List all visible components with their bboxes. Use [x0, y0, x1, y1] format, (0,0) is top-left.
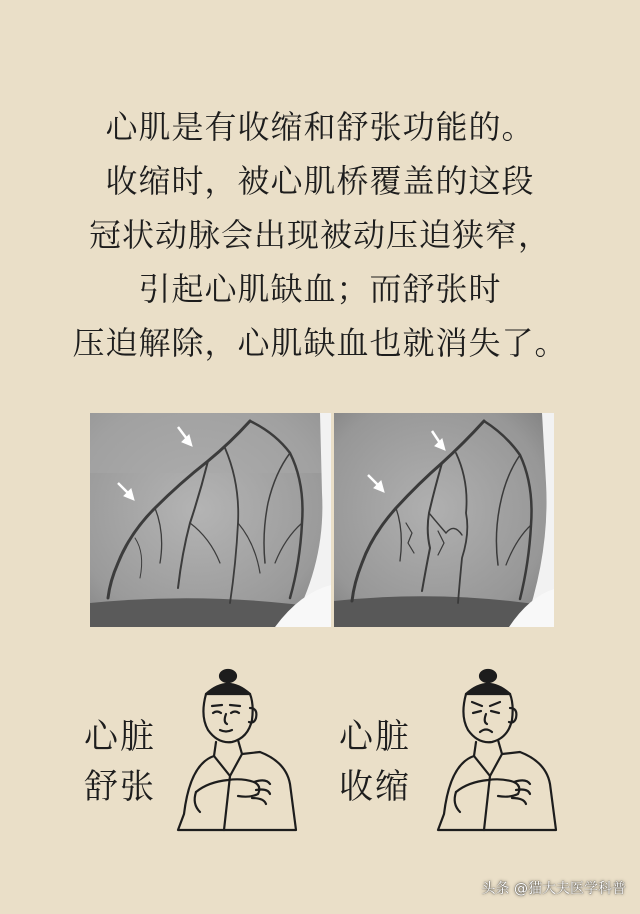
- pained-doctor-icon: [430, 664, 570, 834]
- angiogram-diastole-image: [90, 413, 331, 627]
- calm-doctor-icon: [170, 664, 310, 834]
- headline-line-4: 引起心肌缺血；而舒张时: [138, 270, 502, 308]
- diastole-caption-line-1: 心脏: [84, 717, 156, 757]
- headline-line-2: 收缩时，被心肌桥覆盖的这段: [105, 162, 535, 200]
- headline-line-3: 冠状动脉会出现被动压迫狭窄，: [88, 216, 551, 254]
- systole-caption: [339, 712, 411, 812]
- angiogram-systole-image: [334, 413, 554, 627]
- headline-text: [0, 100, 640, 370]
- diastole-caption: [84, 712, 156, 812]
- systole-caption-line-1: 心脏: [339, 717, 411, 757]
- headline-line-1: 心肌是有收缩和舒张功能的。: [105, 108, 535, 146]
- headline-line-5: 压迫解除，心肌缺血也就消失了。: [72, 324, 568, 362]
- diastole-caption-line-2: 舒张: [84, 767, 156, 807]
- watermark-text: 头条 @猫大夫医学科普: [481, 881, 626, 897]
- systole-caption-line-2: 收缩: [339, 767, 411, 807]
